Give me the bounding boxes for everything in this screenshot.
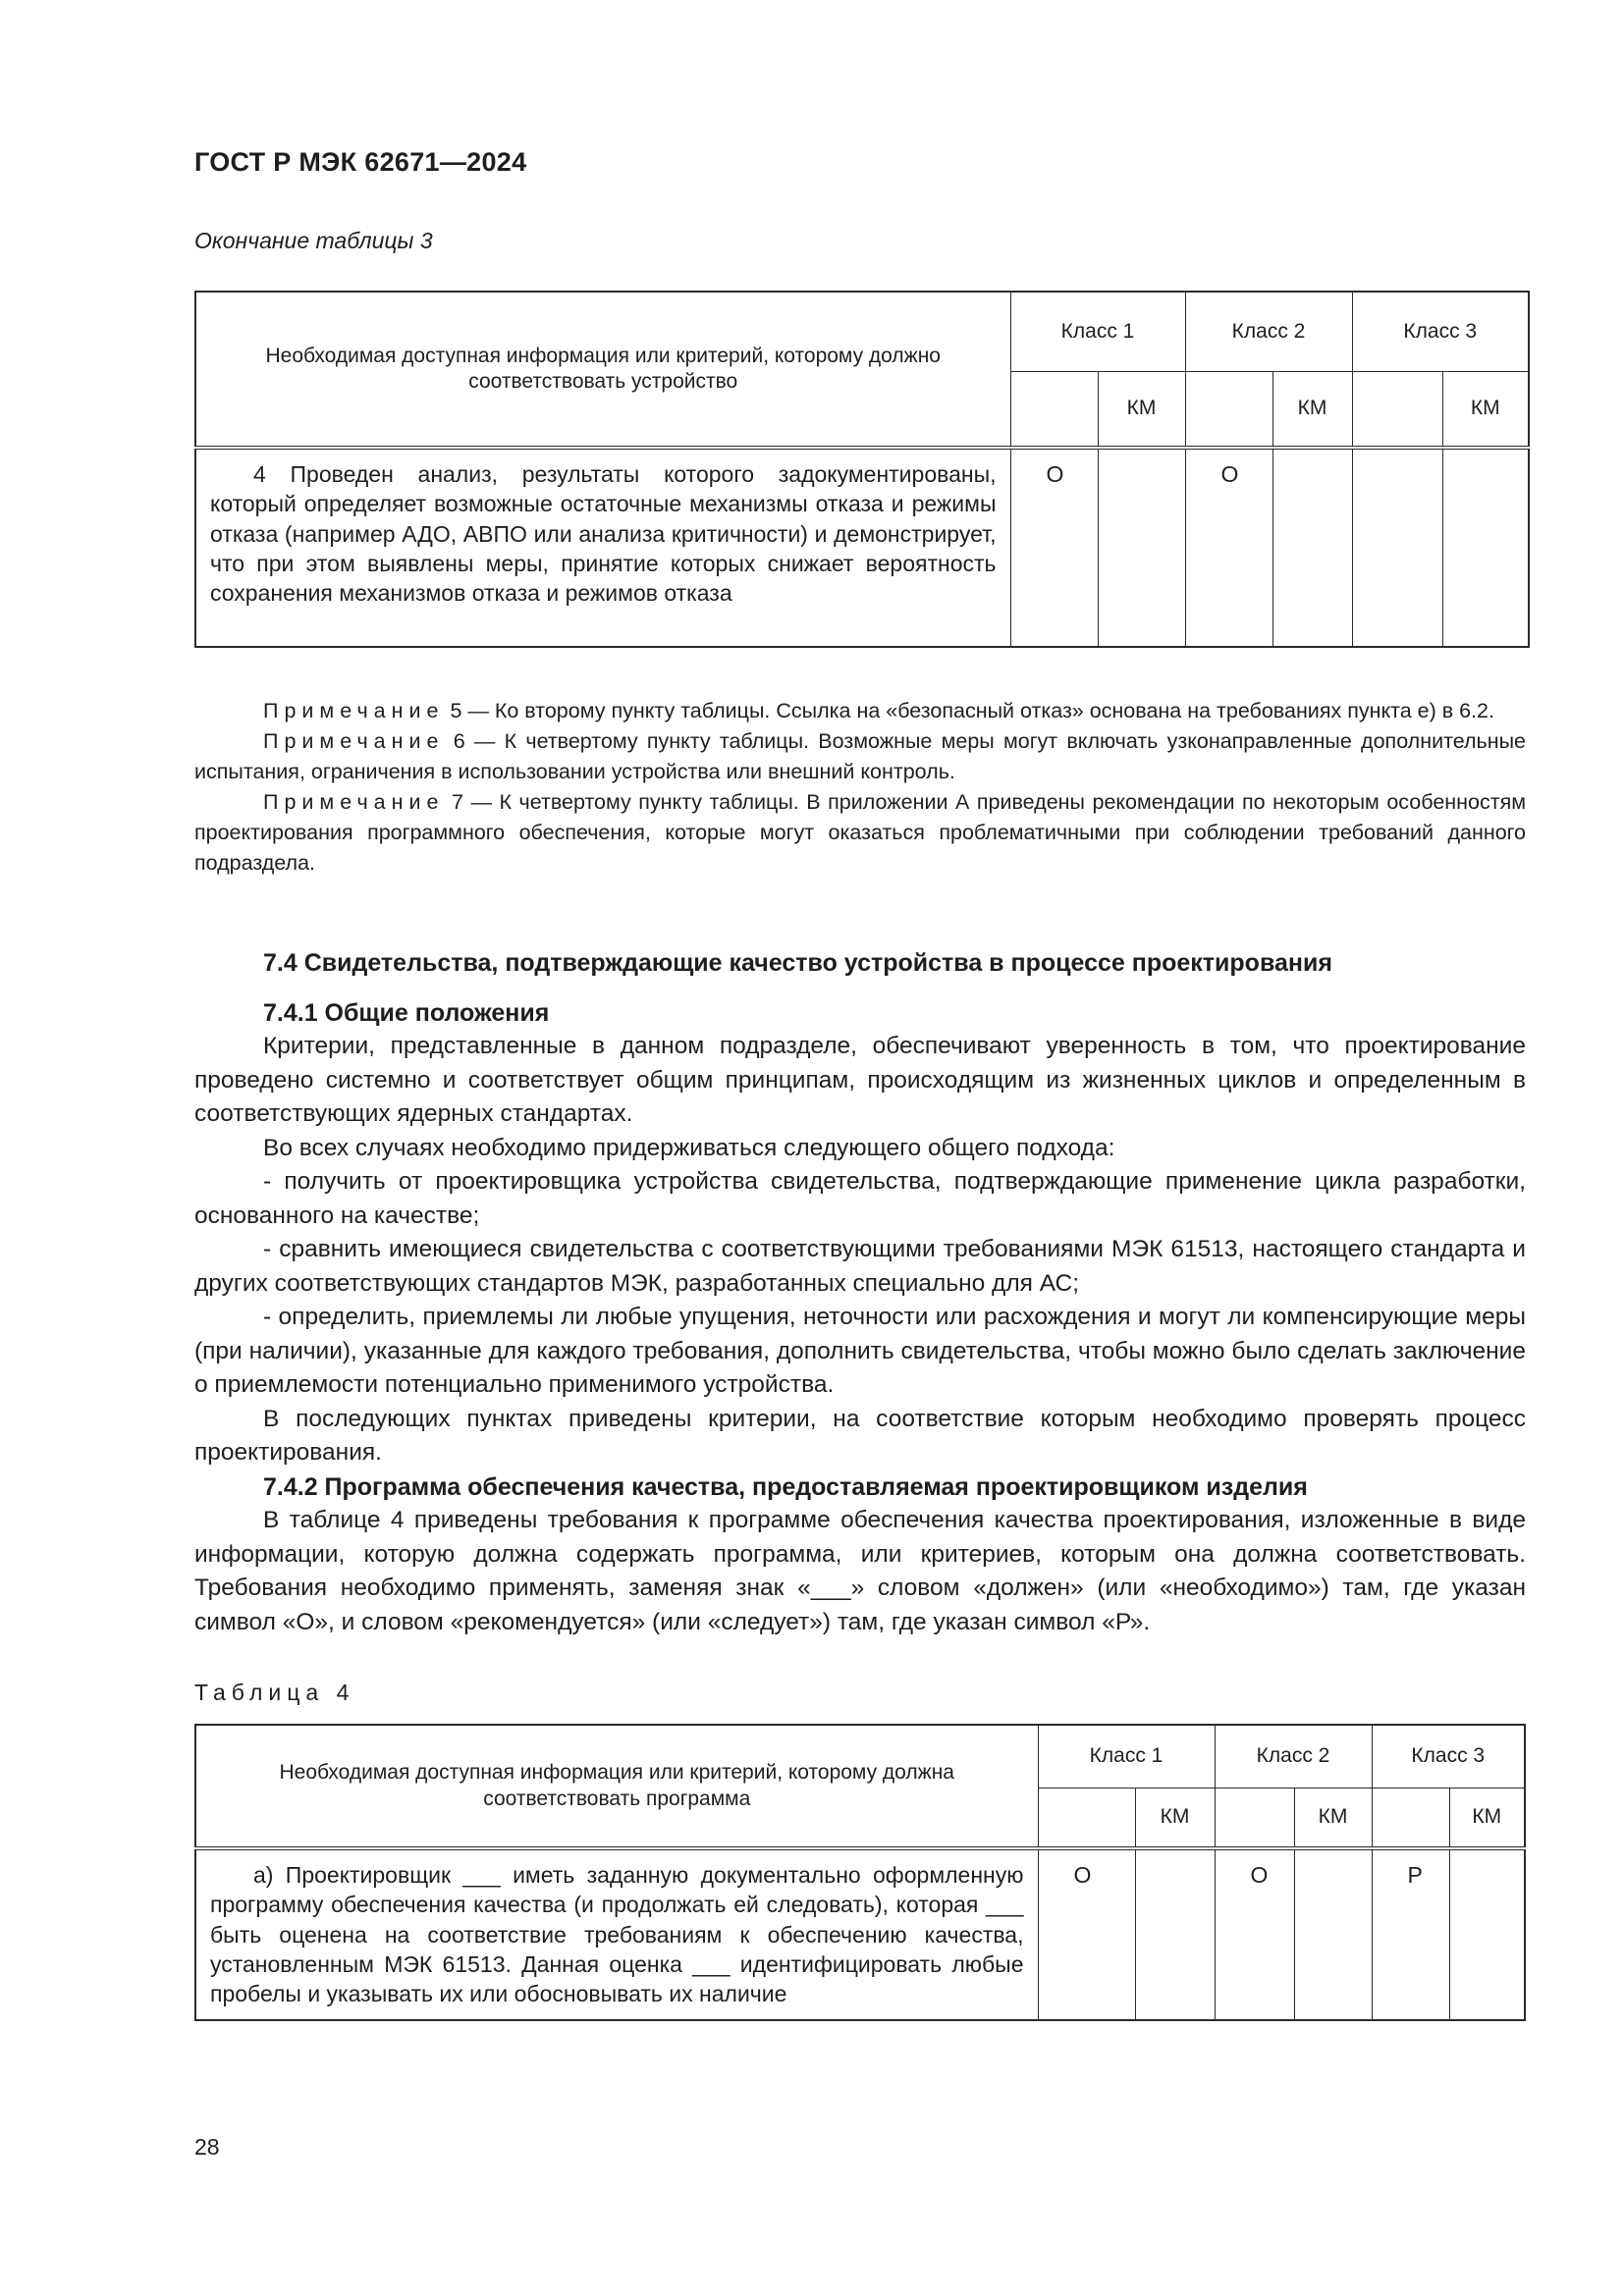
table4-header-class2-blank	[1215, 1788, 1294, 1848]
table3-header-class2-blank	[1185, 371, 1272, 448]
table3-row4-class2-km	[1272, 448, 1352, 647]
table4-row-a-class2: О	[1215, 1848, 1294, 2020]
note-label: Примечание	[263, 699, 445, 722]
table4-header-class2: Класс 2	[1215, 1725, 1372, 1788]
table3-header-class1-blank	[1010, 371, 1098, 448]
table4-header-criterion: Необходимая доступная информация или критерий, которому должна соответствовать программа	[195, 1725, 1038, 1848]
list-item: - сравнить имеющиеся свидетельства с соответствующими требованиями МЭК 61513, настоящего стандарта и других соответствующих стандартов МЭК, разработанных специально для АС;	[194, 1236, 1526, 1297]
table3-header-class2-km: КМ	[1272, 371, 1352, 448]
table4-header-class3-blank	[1372, 1788, 1449, 1848]
paragraph: Во всех случаях необходимо придерживаться следующего общего подхода:	[263, 1134, 1115, 1161]
table4-row-a-text: а) Проектировщик ___ иметь заданную документально оформленную программу обеспечения качества (и продолжать ей следовать), которая ___ быть оценена на соответствие требованиям к обеспечению качества, установленным МЭК 61513. Данная оценка ___ идентифицировать любые пробелы и указывать их или обосновывать их наличие	[195, 1848, 1038, 2020]
list-item: - получить от проектировщика устройства свидетельства, подтверждающие применение цикла разработки, основанного на качестве;	[194, 1168, 1526, 1229]
list-item: - определить, приемлемы ли любые упущения, неточности или расхождения и могут ли компенсирующие меры (при наличии), указанные для каждого требования, дополнить свидетельства, чтобы можно было сделать заключение о приемлемости потенциально применимого устройства.	[194, 1304, 1526, 1398]
table4-header-class1-blank	[1038, 1788, 1135, 1848]
table4-row-a-class1-km	[1135, 1848, 1215, 2020]
note-label: Примечание	[263, 729, 445, 753]
table4-caption: Таблица 4	[194, 1680, 355, 1705]
table4-row-a-class1: О	[1038, 1848, 1135, 2020]
note-label: Примечание	[263, 790, 445, 814]
note-7: Примечание 7 — К четвертому пункту таблицы. В приложении А приведены рекомендации по некоторым особенностям проектирования программного обеспечения, которые могут оказаться проблематичными при соблюдении требований данного подраздела.	[194, 790, 1526, 875]
table4-row-a-class2-km	[1294, 1848, 1372, 2020]
section-7-4	[194, 946, 1526, 1639]
paragraph: В таблице 4 приведены требования к программе обеспечения качества проектирования, изложенные в виде информации, которую должна содержать программа, или критериев, которым она должна соответствовать. Требования необходимо применять, заменяя знак «___» словом «должен» (или «необходимо») там, где указан символ «О», и словом «рекомендуется» (или «следует») там, где указан символ «Р».	[194, 1507, 1526, 1635]
table-4	[194, 1724, 1526, 2021]
table4-header-class1: Класс 1	[1038, 1725, 1215, 1788]
table3-row4-class3	[1352, 448, 1442, 647]
table-row	[195, 448, 1529, 647]
notes-block	[194, 696, 1526, 879]
table-3	[194, 291, 1530, 648]
table3-header-class3: Класс 3	[1352, 292, 1529, 371]
table4-row-a-class3: Р	[1372, 1848, 1449, 2020]
table3-header-class2: Класс 2	[1185, 292, 1352, 371]
table3-header-criterion: Необходимая доступная информация или критерий, которому должно соответствовать устройство	[195, 292, 1010, 448]
heading-7-4-1: 7.4.1 Общие положения	[263, 998, 550, 1027]
table3-row4-class1-km	[1098, 448, 1185, 647]
heading-7-4: 7.4 Свидетельства, подтверждающие качество устройства в процессе проектирования	[263, 949, 1332, 977]
note-6: Примечание 6 — К четвертому пункту таблицы. Возможные меры могут включать узконаправленные дополнительные испытания, ограничения в использовании устройства или внешний контроль.	[194, 729, 1526, 783]
paragraph: В последующих пунктах приведены критерии, на соответствие которым необходимо проверять процесс проектирования.	[194, 1405, 1526, 1466]
table3-caption: Окончание таблицы 3	[194, 228, 433, 253]
table4-header-class3: Класс 3	[1372, 1725, 1525, 1788]
note-5: Примечание 5 — Ко второму пункту таблицы. Ссылка на «безопасный отказ» основана на требованиях пункта е) в 6.2.	[263, 699, 1494, 722]
table3-header-class3-blank	[1352, 371, 1442, 448]
table3-row4-class1: О	[1010, 448, 1098, 647]
heading-7-4-2: 7.4.2 Программа обеспечения качества, предоставляемая проектировщиком изделия	[263, 1472, 1308, 1501]
table4-header-class2-km: КМ	[1294, 1788, 1372, 1848]
table3-row4-text: 4 Проведен анализ, результаты которого задокументированы, который определяет возможные остаточные механизмы отказа и режимы отказа (например АДО, АВПО или анализа критичности) и демонстрирует, что при этом выявлены меры, принятие которых снижает вероятность сохранения механизмов отказа и режимов отказа	[195, 448, 1010, 647]
table3-row4-class3-km	[1442, 448, 1529, 647]
table3-header-class1: Класс 1	[1010, 292, 1185, 371]
document-id: ГОСТ Р МЭК 62671—2024	[194, 147, 527, 177]
table3-header-class1-km: КМ	[1098, 371, 1185, 448]
table3-header-class3-km: КМ	[1442, 371, 1529, 448]
table4-header-class3-km: КМ	[1449, 1788, 1525, 1848]
table3-row4-class2: О	[1185, 448, 1272, 647]
paragraph: Критерии, представленные в данном подразделе, обеспечивают уверенность в том, что проектирование проведено системно и соответствует общим принципам, происходящим из жизненных циклов и определенным в соответствующих ядерных стандартах.	[194, 1033, 1526, 1127]
page-number: 28	[194, 2134, 220, 2160]
table-row	[195, 1848, 1525, 2020]
table4-row-a-class3-km	[1449, 1848, 1525, 2020]
table4-header-class1-km: КМ	[1135, 1788, 1215, 1848]
